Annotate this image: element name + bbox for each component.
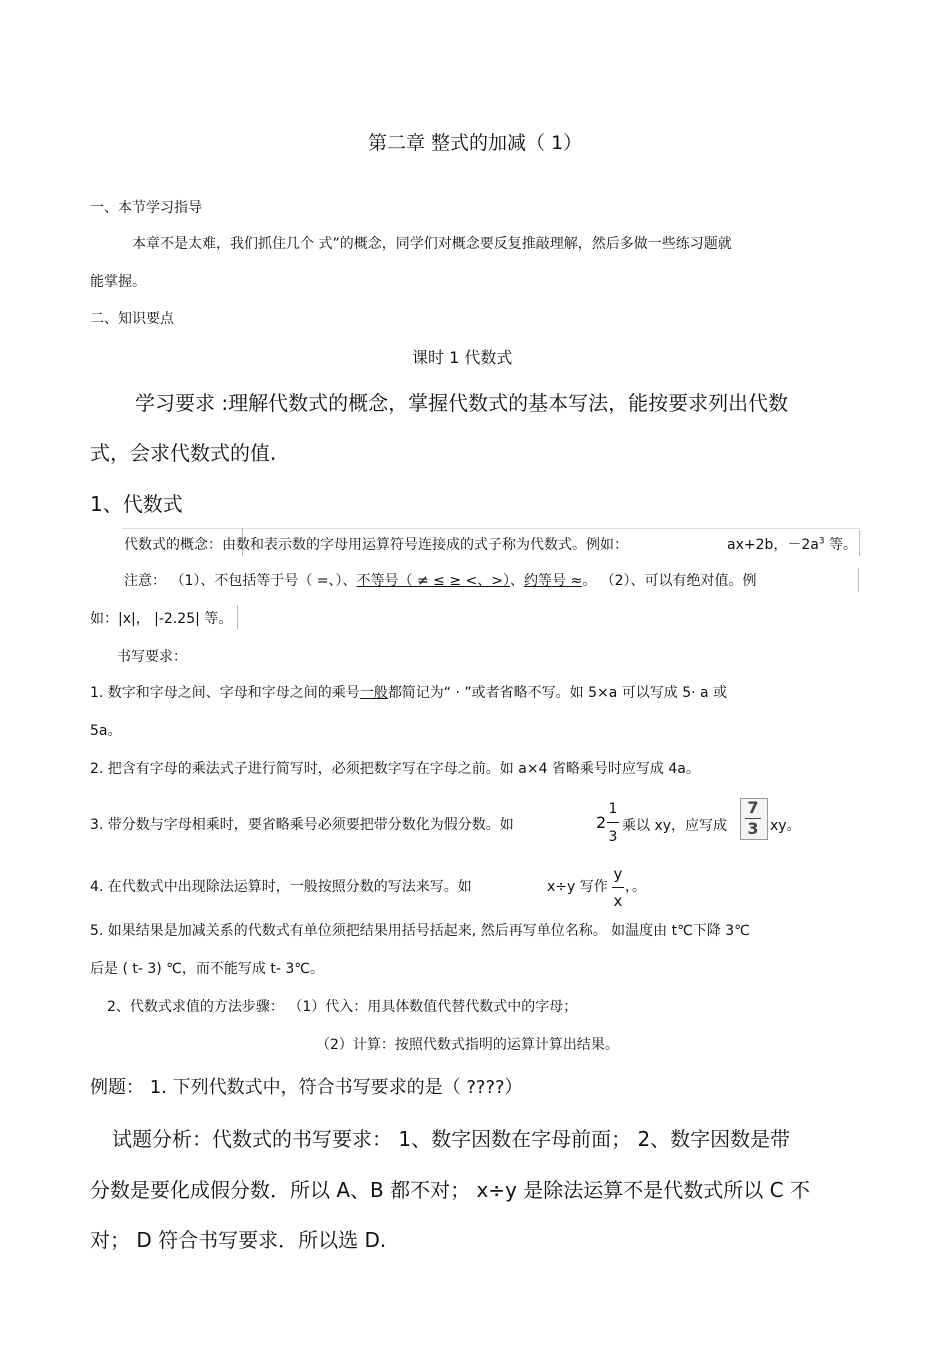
note-inequality: 不等号（ ≠ ≤ ≥ <、>）: [356, 573, 510, 589]
rule-3-end-text: xy。: [770, 818, 801, 834]
rule-4-denominator: x: [613, 892, 623, 910]
note-prefix: 注意： （1）、不包括等于号（ =、）、: [124, 573, 357, 589]
learning-requirement-line1: 学习要求 :理解代数式的概念，掌握代数式的基本写法，能按要求列出代数: [135, 391, 789, 415]
analysis-line1: 试题分析：代数式的书写要求： 1、数字因数在字母前面； 2、数字因数是带: [112, 1127, 791, 1151]
rule-3-improper-numerator: 7: [747, 798, 759, 817]
rule-1-line1: [90, 682, 727, 702]
note-line1: [124, 570, 757, 590]
concept-box-divider-2: [237, 605, 238, 629]
concept-example-text: ax+2b，－2a: [727, 537, 819, 553]
rule-3-text: 3. 带分数与字母相乘时，要省略乘号必须要把带分数化为假分数。如: [90, 817, 514, 833]
concept-example: [727, 534, 857, 554]
writing-requirements-heading: 书写要求：: [117, 649, 187, 665]
item-heading-algebraic-expression: 1、代数式: [90, 492, 183, 516]
rule-4-numerator: y: [613, 865, 623, 883]
rule-3-improper-denominator: 3: [747, 819, 759, 838]
note-suffix: 。 （2）、可以有绝对值。例: [582, 573, 757, 589]
learning-requirement-line2: 式，会求代数式的值.: [90, 441, 277, 465]
rule-2: 2. 把含有字母的乘法式子进行简写时，必须把数字写在字母之前。如 a×4 省略乘号时应写成 4a。: [90, 761, 700, 777]
rule-4-text: 4. 在代数式中出现除法运算时，一般按照分数的写法来写。如: [90, 879, 472, 895]
example-question: 例题： 1. 下列代数式中，符合书写要求的是（ ????）: [90, 1077, 523, 1098]
note-approx: 约等号 ≈: [524, 573, 583, 589]
rule-1-underlined: 一般: [359, 685, 388, 701]
analysis-line3: 对； D 符合书写要求．所以选 D.: [90, 1228, 387, 1252]
rule-5-line1: 5. 如果结果是加减关系的代数式有单位须把结果用括号括起来, 然后再写单位名称。 如温度由 t℃下降 3℃: [90, 923, 750, 939]
rule-3-mixed-numerator: 1: [608, 801, 618, 817]
page-title: 第二章 整式的加减（ 1）: [368, 132, 583, 154]
rule-4-expression: x÷y 写作: [547, 879, 608, 895]
concept-box-right-rule-2: [858, 568, 859, 592]
rule-4-bar: [612, 887, 624, 888]
rule-4-end: ，。: [625, 879, 646, 895]
concept-box-right-rule-1: [859, 530, 860, 556]
rule-1-text-b: 都简记为“ · ”或者省略不写。如 5×a 可以写成 5· a 或: [387, 685, 728, 701]
rule-1-line2: 5a。: [90, 723, 122, 739]
note-line2: 如：|x|， |-2.25| 等。: [90, 611, 233, 627]
rule-3-mixed-denominator: 3: [608, 829, 618, 845]
evaluation-steps-line2: （2）计算：按照代数式指明的运算计算出结果。: [316, 1037, 619, 1053]
concept-example-exponent: 3: [818, 536, 825, 547]
note-separator: 、: [510, 573, 524, 589]
guidance-paragraph-line2: 能掌握。: [90, 274, 146, 290]
evaluation-steps-line1: 2、代数式求值的方法步骤： （1）代入：用具体数值代替代数式中的字母；: [107, 999, 578, 1015]
concept-definition: 代数式的概念：由数和表示数的字母用运算符号连接成的式子称为代数式。例如：: [124, 537, 628, 553]
rule-3-mid-text: 乘以 xy，应写成: [622, 818, 728, 834]
concept-example-end: 等。: [824, 537, 858, 553]
analysis-line2: 分数是要化成假分数．所以 A、B 都不对； x÷y 是除法运算不是代数式所以 C 不: [90, 1178, 810, 1202]
rule-5-line2: 后是 ( t- 3) ℃，而不能写成 t- 3℃。: [90, 961, 324, 977]
rule-3-mixed-whole: 2: [596, 813, 607, 832]
concept-box-top-rule: [122, 528, 860, 529]
guidance-paragraph-line1: 本章不是太难，我们抓住几个 式”的概念，同学们对概念要反复推敲理解，然后多做一些练习题就: [132, 236, 732, 252]
rule-1-text-a: 1. 数字和字母之间、字母和字母之间的乘号: [90, 685, 360, 701]
section-heading-knowledge: 二、知识要点: [90, 311, 174, 327]
rule-3-mixed-bar: [607, 822, 619, 823]
section-heading-guidance: 一、本节学习指导: [90, 200, 202, 216]
lesson-title: 课时 1 代数式: [412, 348, 513, 367]
